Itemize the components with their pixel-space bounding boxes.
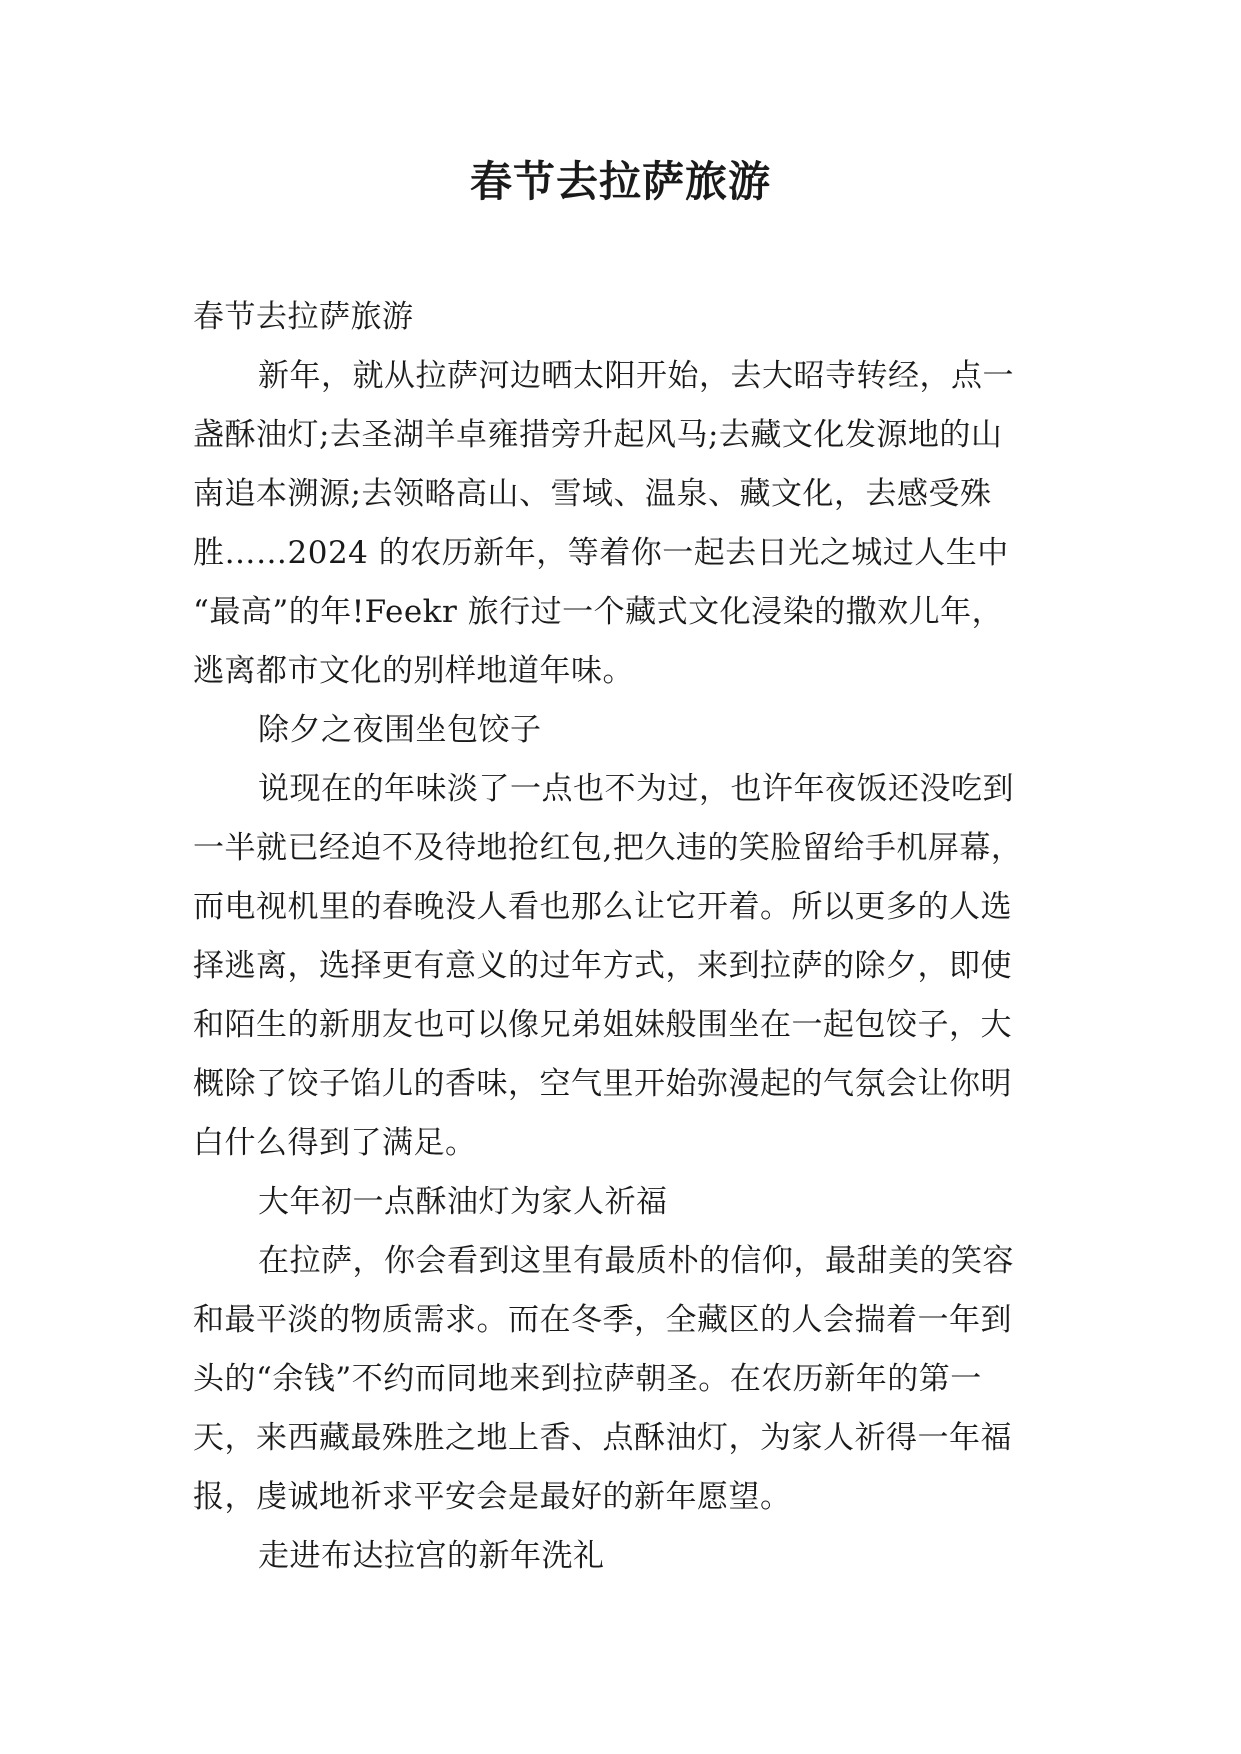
text-line: 一半就已经迫不及待地抢红包,把久违的笑脸留给手机屏幕，: [193, 830, 1023, 866]
text-line: 走进布达拉宫的新年洗礼: [258, 1538, 605, 1574]
text-line: 胜……2024 的农历新年，等着你一起去日光之城过人生中: [193, 535, 1009, 571]
text-line: 和最平淡的物质需求。而在冬季，全藏区的人会揣着一年到: [193, 1302, 1012, 1338]
text-line: 南追本溯源;去领略高山、雪域、温泉、藏文化，去感受殊: [193, 476, 992, 512]
document-body: [193, 288, 1051, 1586]
text-line: “最高”的年!Feekr 旅行过一个藏式文化浸染的撒欢儿年，: [193, 594, 1004, 630]
text-line: 在拉萨，你会看到这里有最质朴的信仰，最甜美的笑容: [258, 1243, 1014, 1279]
text-line: 新年，就从拉萨河边晒太阳开始，去大昭寺转经，点一: [258, 358, 1014, 394]
text-line: 白什么得到了满足。: [193, 1125, 477, 1161]
text-line: 说现在的年味淡了一点也不为过，也许年夜饭还没吃到: [258, 771, 1014, 807]
document-title: 春节去拉萨旅游: [469, 157, 771, 206]
text-line: 除夕之夜围坐包饺子: [258, 712, 542, 748]
text-line: 逃离都市文化的别样地道年味。: [193, 653, 634, 689]
text-line: 报，虔诚地祈求平安会是最好的新年愿望。: [193, 1479, 792, 1515]
text-line: 和陌生的新朋友也可以像兄弟姐妹般围坐在一起包饺子，大: [193, 1007, 1012, 1043]
text-line: 天，来西藏最殊胜之地上香、点酥油灯，为家人祈得一年福: [193, 1420, 1012, 1456]
text-line: 头的“余钱”不约而同地来到拉萨朝圣。在农历新年的第一: [193, 1361, 982, 1397]
text-line: 概除了饺子馅儿的香味，空气里开始弥漫起的气氛会让你明: [193, 1066, 1012, 1102]
text-line: 择逃离，选择更有意义的过年方式，来到拉萨的除夕，即使: [193, 948, 1012, 984]
text-line: 大年初一点酥油灯为家人祈福: [258, 1184, 668, 1220]
text-line: 盏酥油灯;去圣湖羊卓雍措旁升起风马;去藏文化发源地的山: [193, 417, 1003, 453]
text-line: 而电视机里的春晚没人看也那么让它开着。所以更多的人选: [193, 889, 1012, 925]
text-line: 春节去拉萨旅游: [193, 299, 414, 335]
